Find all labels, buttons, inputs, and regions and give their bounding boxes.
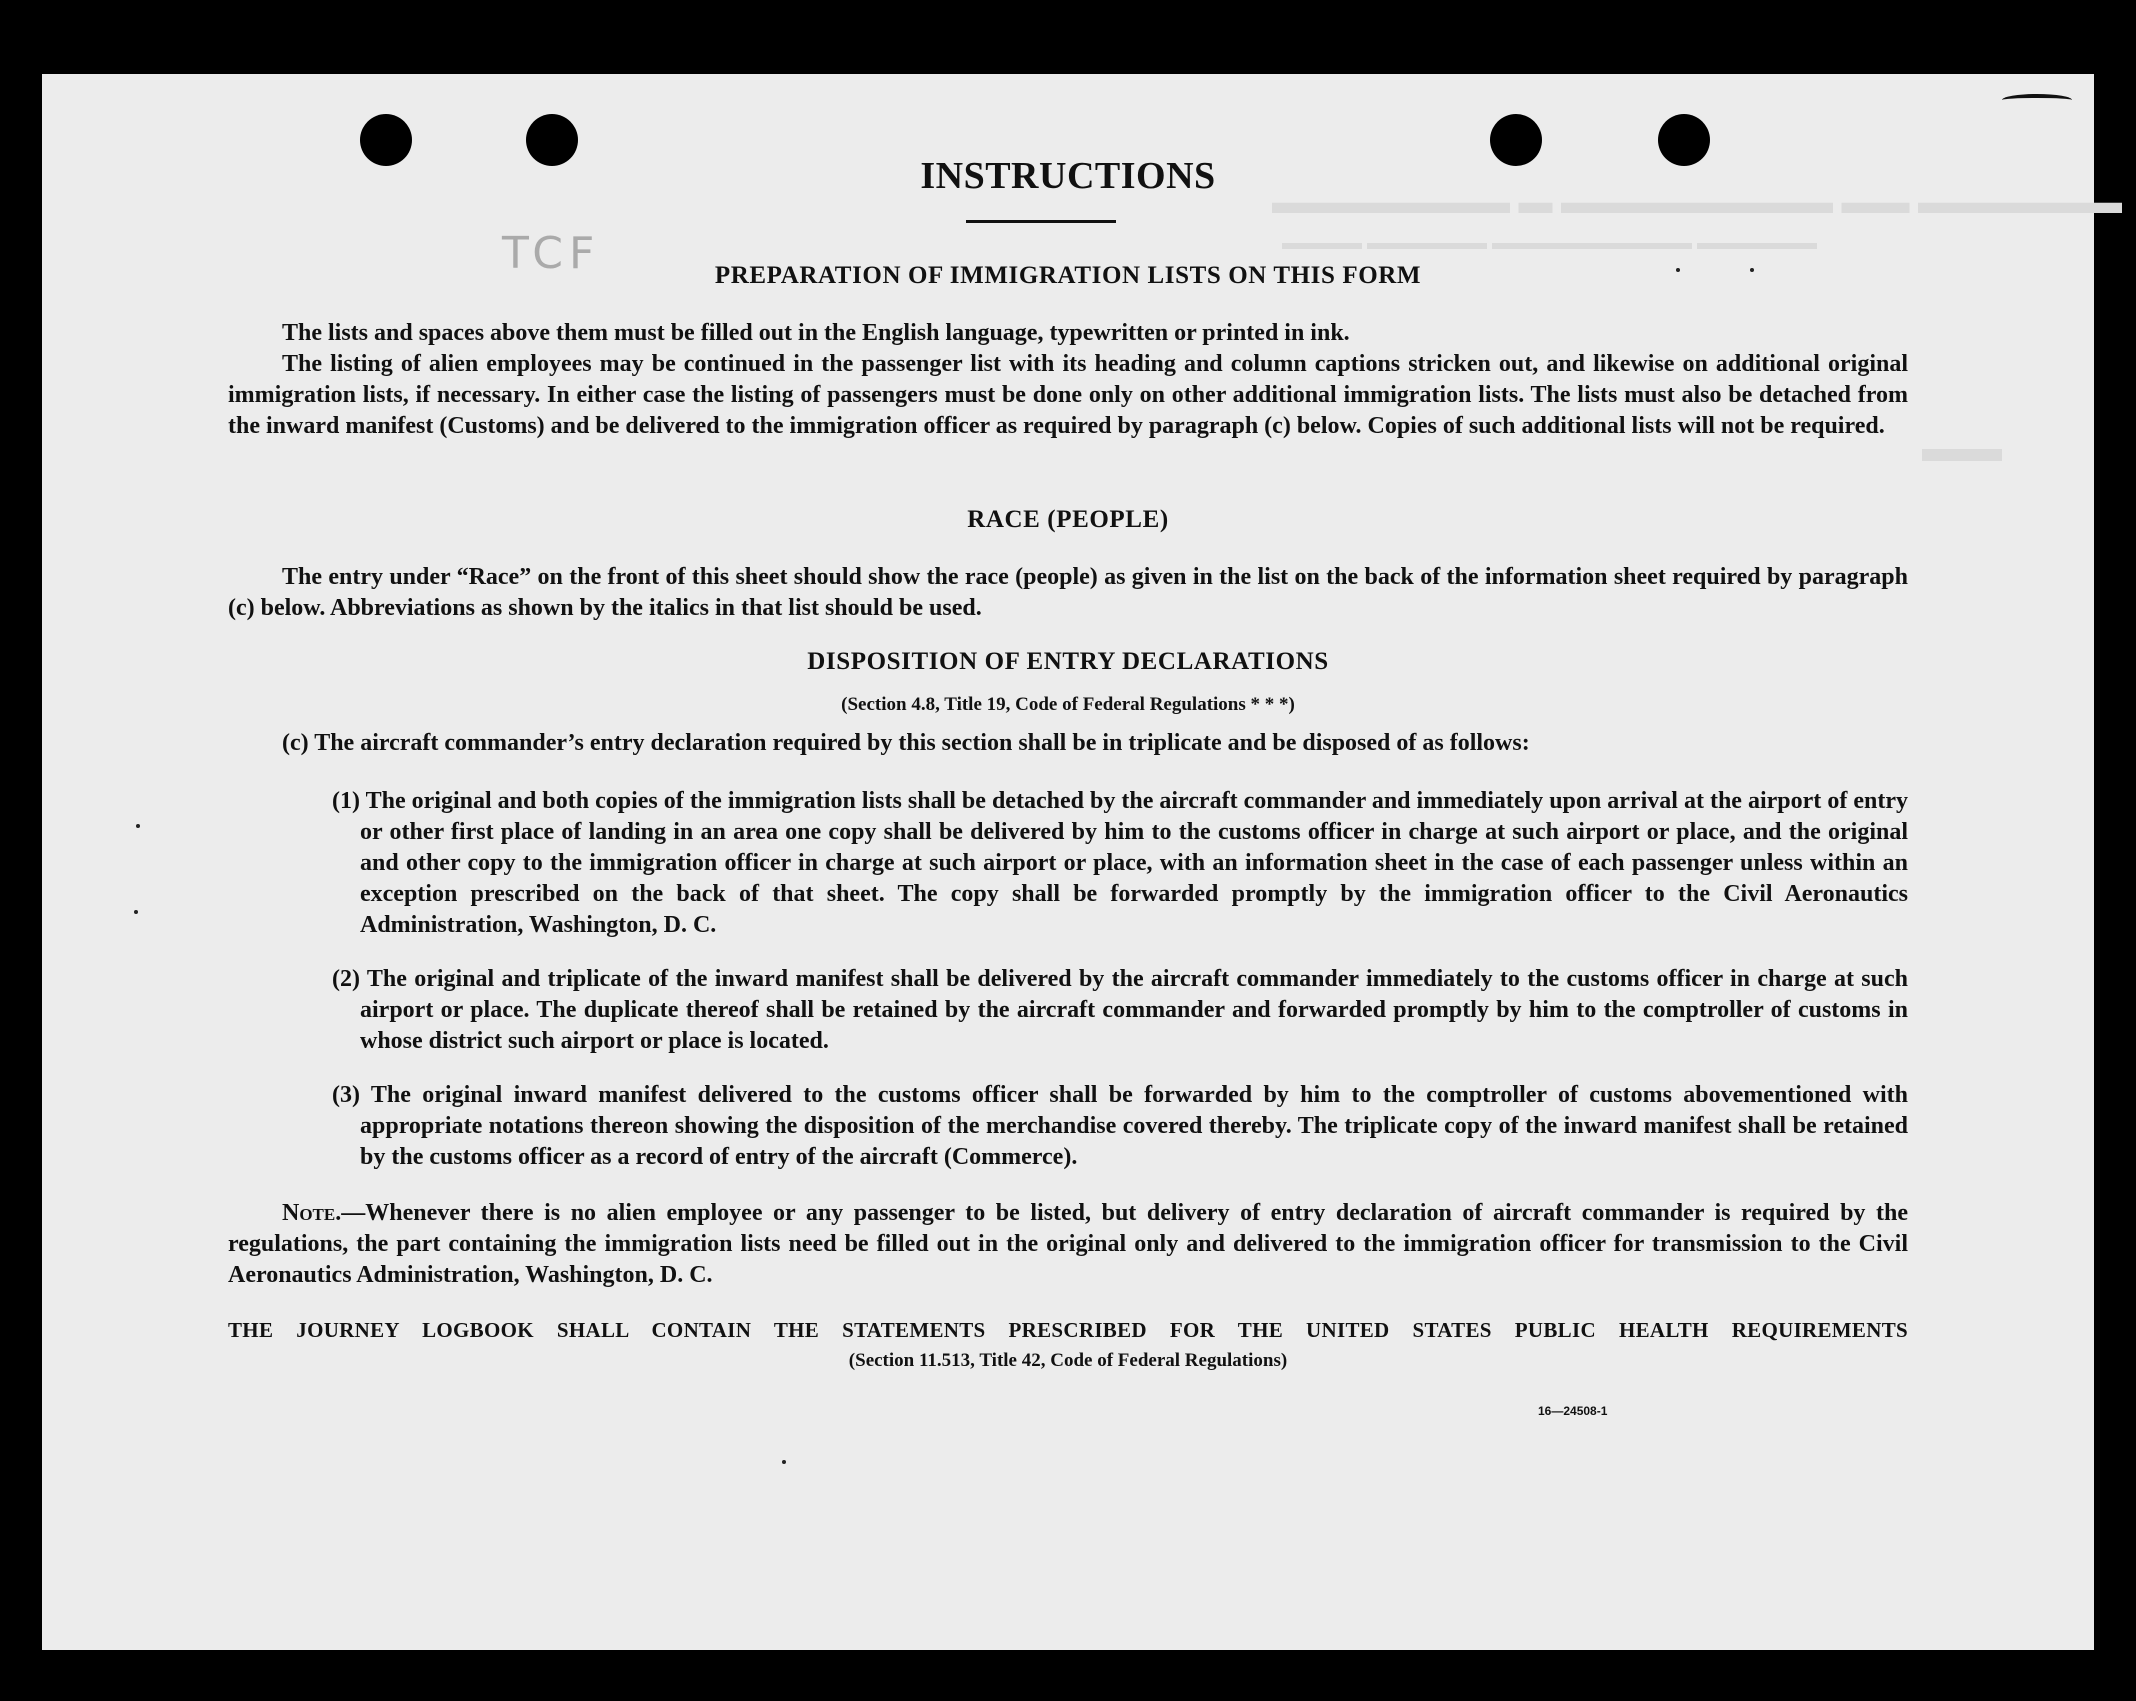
title-underline xyxy=(966,220,1116,223)
list-item-text xyxy=(332,1080,1908,1173)
paragraph-language: The lists and spaces above them must be filled out in the English language, typewritten or printed in ink. xyxy=(282,320,1350,346)
bleed-through: ▬▬▬▬ ▬▬▬▬▬▬ ▬▬▬▬▬▬▬▬▬▬ ▬▬▬▬▬▬ xyxy=(1282,232,1817,254)
speck xyxy=(782,1460,786,1464)
paragraph-race xyxy=(228,562,1908,624)
bleed-through: ▬▬▬▬▬▬▬ ▬ ▬▬▬▬▬▬▬▬ ▬▬ ▬▬▬▬▬▬ xyxy=(1272,184,2122,221)
list-item-body: The original inward manifest delivered to the customs officer shall be forwarded by him to the comptroller of customs abovementioned with appropriate notations thereon showing the disposition of the merchandise covered thereby. The triplicate copy of the inward manifest shall be retained by the customs officer as a record of entry of the aircraft (Commerce). xyxy=(360,1082,1908,1170)
list-item xyxy=(332,786,1908,941)
bleed-through: ▬▬ xyxy=(1922,425,2002,470)
list-item-body: The original and triplicate of the inward manifest shall be delivered by the aircraft commander immediately to the customs officer in charge at such airport or place. The duplicate thereof shall be retained by the aircraft commander and forwarded promptly by him to the comptroller of customs in whose district such airport or place is located. xyxy=(360,966,1908,1054)
speck xyxy=(134,910,138,914)
list-item-body: The original and both copies of the immigration lists shall be detached by the aircraft commander and immediately upon arrival at the airport of entry or other first place of landing in an area one copy shall be delivered by him to the customs officer in charge at such airport or place, and the original and other copy to the immigration officer in charge at such airport or place, with an information sheet in the case of each passenger unless within an exception prescribed on the back of that sheet. The copy shall be forwarded promptly by the immigration officer to the Civil Aeronautics Administration, Washington, D. C. xyxy=(360,788,1908,938)
note-body: —Whenever there is no alien employee or any passenger to be listed, but delivery of entry declaration of aircraft commander is required by the regulations, the part containing the immigration lists need be filled out in the original only and delivered to the immigration officer for transmission to the Civil Aeronautics Administration, Washington, D. C. xyxy=(228,1200,1908,1288)
list-item-number: (3) xyxy=(332,1082,360,1108)
note-text xyxy=(228,1198,1908,1291)
section-heading-preparation: PREPARATION OF IMMIGRATION LISTS ON THIS FORM xyxy=(714,262,1422,289)
section-heading-disposition: DISPOSITION OF ENTRY DECLARATIONS xyxy=(807,648,1329,675)
corner-mark xyxy=(2002,94,2072,106)
note-label: Note. xyxy=(282,1200,342,1226)
list-item xyxy=(332,1080,1908,1173)
page-title: INSTRUCTIONS xyxy=(920,155,1216,197)
paragraph-preparation xyxy=(228,318,1908,442)
list-item-text xyxy=(332,964,1908,1057)
handwritten-notation: TCF xyxy=(502,228,601,279)
document-page xyxy=(42,74,2122,1650)
form-number: 16—24508-1 xyxy=(1538,1404,1608,1418)
list-item-number: (1) xyxy=(332,788,360,814)
citation-public-health: (Section 11.513, Title 42, Code of Federal Regulations) xyxy=(848,1350,1288,1371)
citation-disposition: (Section 4.8, Title 19, Code of Federal Regulations * * *) xyxy=(841,694,1295,715)
paragraph-alien-employees: The listing of alien employees may be continued in the passenger list with its heading and column captions stricken out, and likewise on additional original immigration lists, if necessary. In either case the listing of passengers must be done only on other additional immigration lists. The lists must also be detached from the inward manifest (Customs) and be delivered to the immigration officer as required by paragraph (c) below. Copies of such additional lists will not be required. xyxy=(228,351,1908,439)
list-item-number: (2) xyxy=(332,966,360,992)
paragraph-intro-text: (c) The aircraft commander’s entry declaration required by this section shall be in triplicate and be disposed of as follows: xyxy=(282,730,1530,756)
speck xyxy=(136,824,140,828)
paragraph-race-text: The entry under “Race” on the front of this sheet should show the race (people) as given in the list on the back of the information sheet required by paragraph (c) below. Abbreviations as shown by the italics in that list should be used. xyxy=(228,564,1908,621)
note-paragraph xyxy=(228,1198,1908,1291)
list-item-text xyxy=(332,786,1908,941)
logbook-statement: THE JOURNEY LOGBOOK SHALL CONTAIN THE STATEMENTS PRESCRIBED FOR THE UNITED STATES PUBLIC HEALTH REQUIREMENTS xyxy=(228,1318,1908,1342)
section-heading-race: RACE (PEOPLE) xyxy=(967,506,1169,533)
list-item xyxy=(332,964,1908,1057)
paragraph-disposition-intro xyxy=(228,728,1908,759)
